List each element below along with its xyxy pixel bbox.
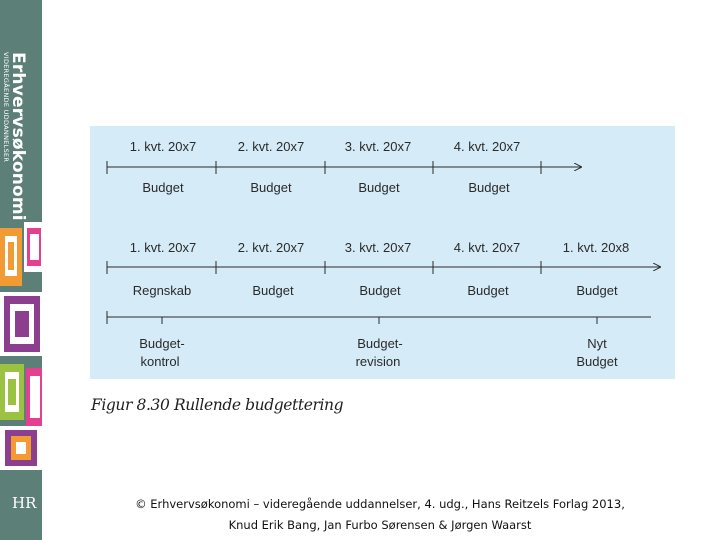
copyright-footer	[100, 494, 660, 536]
row1-label: Budget	[142, 180, 184, 195]
row2-label: Budget	[467, 283, 509, 298]
rolling-budget-diagram	[90, 126, 675, 379]
brand-title: Erhvervsøkonomi	[8, 52, 28, 221]
row2-period: 2. kvt. 20x7	[237, 240, 305, 255]
row2-label: Budget	[576, 283, 618, 298]
event-line2: revision	[355, 354, 401, 369]
row3-events	[139, 336, 618, 369]
brand-subtitle: VIDEREGÅENDE UDDANNELSER	[2, 52, 10, 163]
row1-labels	[142, 180, 510, 195]
row1-label: Budget	[358, 180, 400, 195]
row1-label: Budget	[468, 180, 510, 195]
row2-label: Regnskab	[132, 283, 192, 298]
row2-label: Budget	[252, 283, 294, 298]
row2-labels	[133, 283, 618, 298]
event-line2: Budget	[576, 354, 618, 369]
copyright-line2: Knud Erik Bang, Jan Furbo Sørensen & Jørgen Waarst	[228, 518, 532, 532]
row1-period: 3. kvt. 20x7	[344, 139, 412, 154]
row2-periods	[130, 240, 629, 255]
row1-periods	[130, 139, 520, 154]
sidebar	[0, 0, 42, 540]
row2-label: Budget	[359, 283, 401, 298]
publisher-logo: HR	[12, 494, 37, 512]
event-line1: Nyt	[587, 336, 607, 351]
event-line1: Budget-	[357, 336, 403, 351]
rolling-budget-diagram-panel	[90, 126, 675, 379]
row1-label: Budget	[250, 180, 292, 195]
row2-period: 3. kvt. 20x7	[344, 240, 412, 255]
row1-period: 2. kvt. 20x7	[237, 139, 305, 154]
brand-logo	[2, 52, 40, 221]
decorative-pattern	[0, 222, 42, 482]
row2-period: 1. kvt. 20x7	[129, 240, 197, 255]
row2-period: 1. kvt. 20x8	[562, 240, 630, 255]
row1-period: 1. kvt. 20x7	[129, 139, 197, 154]
copyright-line1: © Erhvervsøkonomi – videregående uddannelser, 4. udg., Hans Reitzels Forlag 2013,	[135, 497, 625, 511]
figure-caption: Figur 8.30 Rullende budgettering	[91, 396, 344, 414]
row2-period: 4. kvt. 20x7	[453, 240, 521, 255]
row1-period: 4. kvt. 20x7	[453, 139, 521, 154]
event-line1: Budget-	[139, 336, 185, 351]
event-line2: kontrol	[140, 354, 180, 369]
